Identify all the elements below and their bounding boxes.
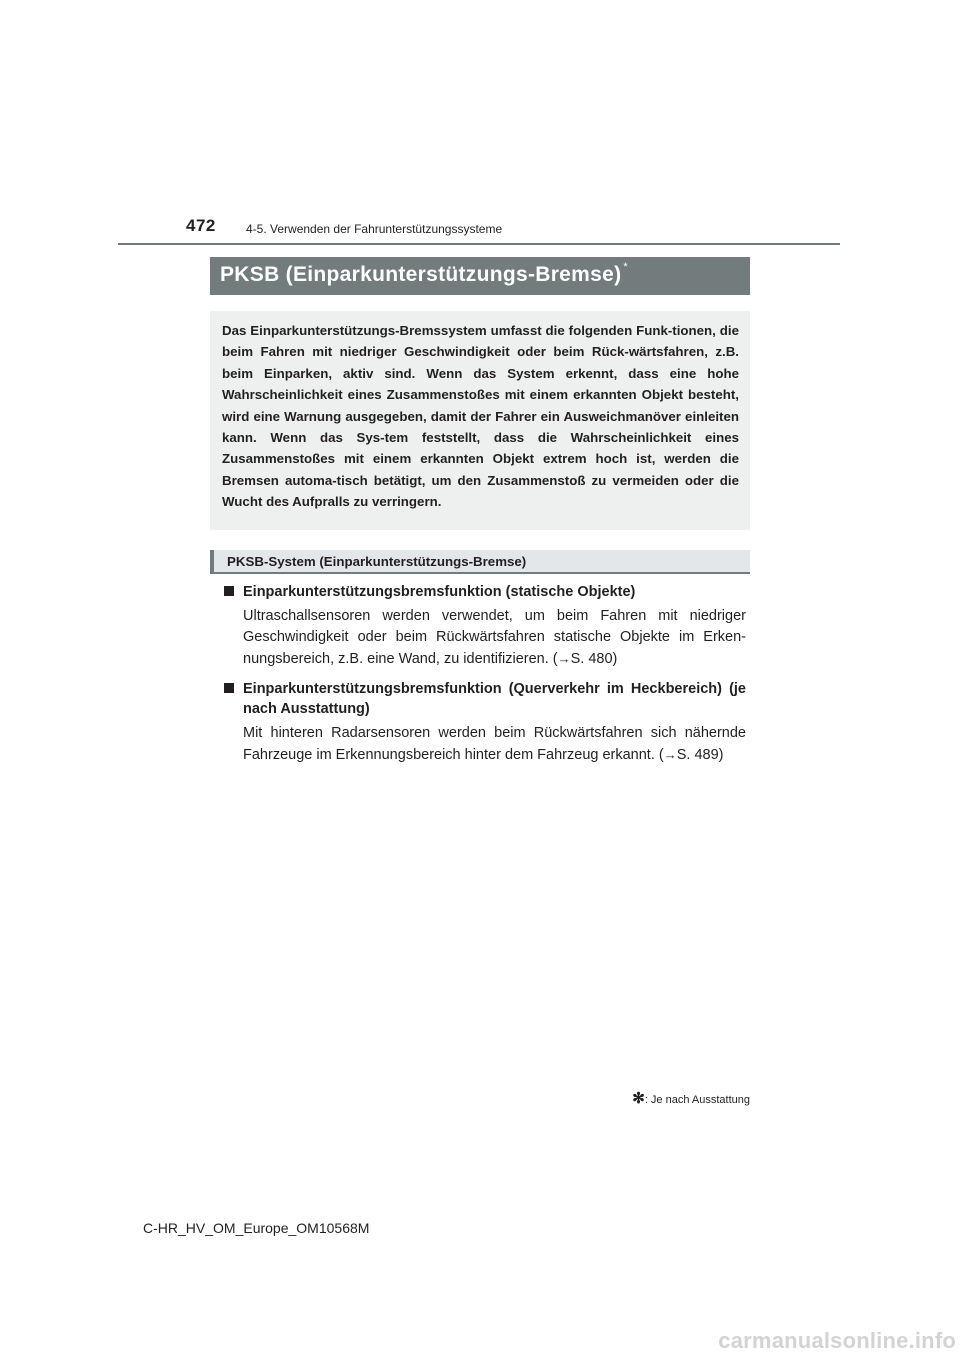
item-body <box>243 723 746 766</box>
item-body <box>243 606 746 670</box>
item-body-text: Mit hinteren Radarsensoren werden beim Rückwärtsfahren sich nähernde Fahrzeuge im Erkennungsbereich hinter dem Fahrzeug erkannt. ( <box>243 725 746 763</box>
arrow-right-icon: → <box>663 747 677 762</box>
subsection-title: PKSB-System (Einparkunterstützungs-Bremse) <box>210 550 750 574</box>
footnote <box>632 1089 750 1107</box>
footnote-text: : Je nach Ausstattung <box>644 1094 750 1106</box>
section-header: 4-5. Verwenden der Fahrunterstützungssysteme <box>246 222 503 236</box>
intro-box <box>210 311 750 530</box>
square-bullet-icon <box>224 683 234 693</box>
square-bullet-icon <box>224 586 234 596</box>
page-title-text: PKSB (Einparkunterstützungs-Bremse) <box>220 263 622 286</box>
intro-text: Das Einparkunterstützungs-Bremssystem umfasst die folgenden Funk-tionen, die beim Fahren mit niedriger Geschwindigkeit oder beim Rück-wärtsfahren, z.B. beim Einparken, aktiv sind. Wenn das System erkennt, dass eine hohe Wahrscheinlichkeit eines Zusammenstoßes mit einem erkannten Objekt besteht, wird eine Warnung ausgegeben, damit der Fahrer ein Ausweichmanöver einleiten kann. Wenn das Sys-tem feststellt, dass die Wahrscheinlichkeit eines Zusammenstoßes mit einem erkannten Objekt extrem hoch ist, werden die Bremsen automa-tisch betätigt, um den Zusammenstoß zu vermeiden oder die Wucht des Aufpralls zu verringern. <box>222 323 739 510</box>
page-title <box>210 257 750 295</box>
arrow-right-icon: → <box>557 651 571 666</box>
list-item <box>224 679 746 766</box>
page-number: 472 <box>186 216 216 235</box>
function-list <box>224 582 746 766</box>
watermark: carmanualsonline.info <box>718 1328 956 1353</box>
document-code: C-HR_HV_OM_Europe_OM10568M <box>143 1220 370 1236</box>
header-divider <box>118 243 840 245</box>
page-reference-link[interactable]: S. 480) <box>570 651 618 667</box>
page-reference-link[interactable]: S. 489) <box>676 747 724 763</box>
list-item <box>224 582 746 670</box>
optional-equipment-marker: * <box>623 261 628 273</box>
item-title: Einparkunterstützungsbremsfunktion (Querverkehr im Heckbereich) (je nach Ausstattung) <box>243 681 746 717</box>
item-title: Einparkunterstützungsbremsfunktion (statische Objekte) <box>243 584 636 600</box>
item-body-text: Ultraschallsensoren werden verwendet, um beim Fahren mit niedriger Geschwindigkeit oder beim Rückwärtsfahren statische Objekte im Erken-nungsbereich, z.B. eine Wand, zu identifizieren. ( <box>243 608 746 667</box>
asterisk-icon: ✻ <box>632 1090 645 1107</box>
